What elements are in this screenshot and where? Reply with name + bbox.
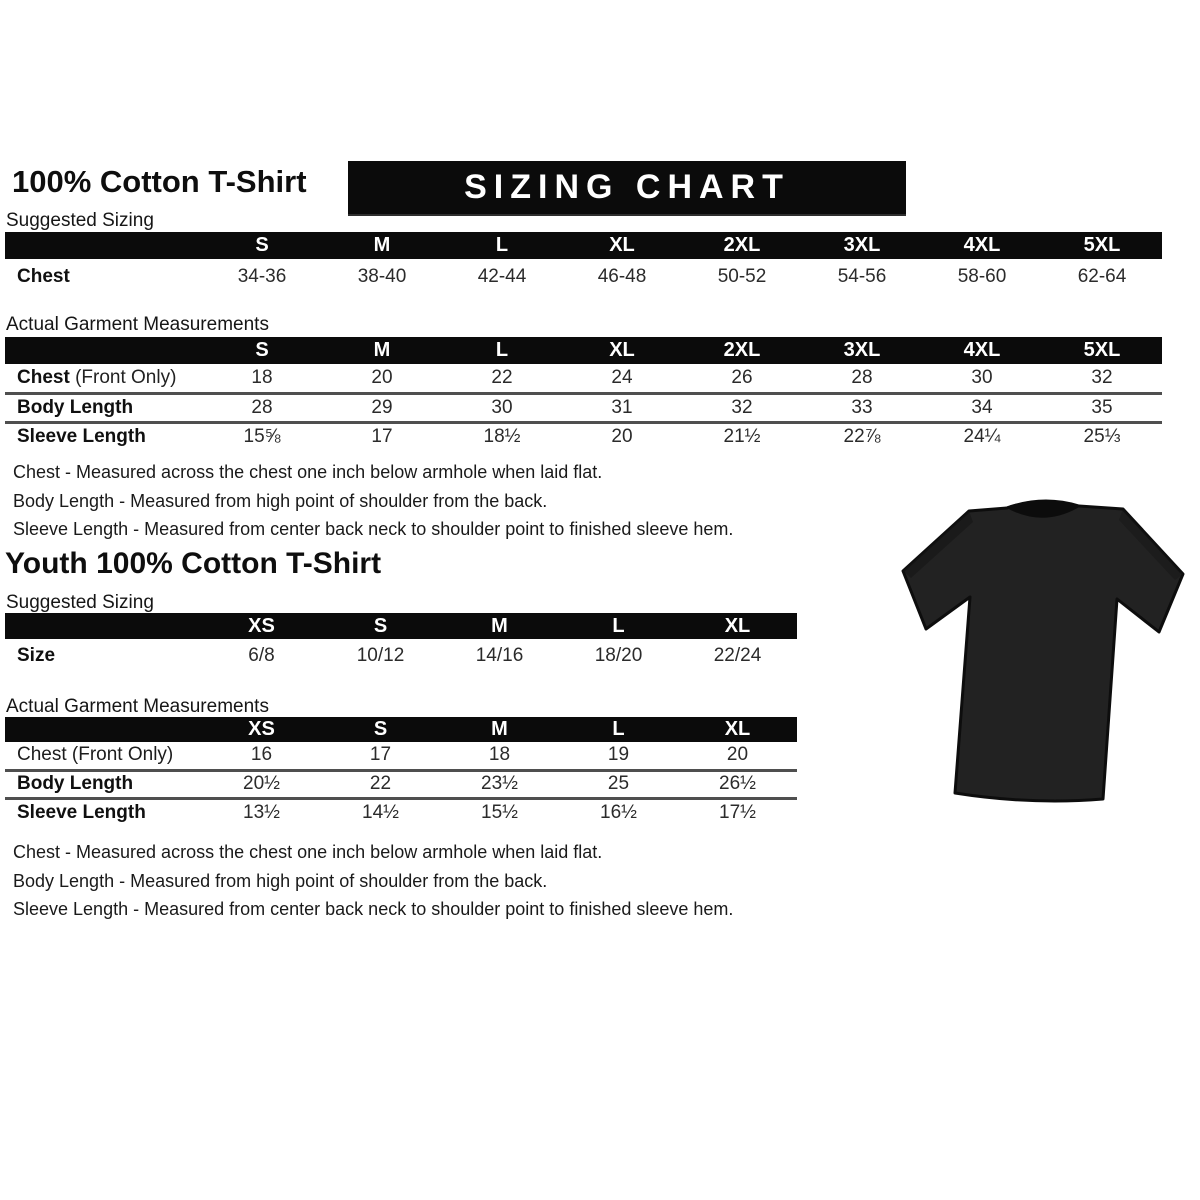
cell: 34	[971, 396, 993, 418]
row-label-main: Chest	[17, 366, 70, 388]
cell: 15½	[481, 801, 518, 823]
cell: 25	[607, 773, 630, 794]
cell: 54-56	[837, 266, 887, 287]
cell: 29	[371, 396, 393, 418]
cell: 18	[488, 744, 511, 766]
column-header: XS	[202, 717, 321, 742]
cell: 24¼	[963, 426, 1001, 448]
cell: 22⅞	[843, 426, 881, 448]
column-header: M	[440, 717, 559, 742]
column-header: M	[322, 232, 442, 259]
column-header: L	[442, 232, 562, 259]
cell: 62-64	[1077, 266, 1127, 287]
row-label: Sleeve Length	[17, 801, 146, 823]
youth-suggested-sizing-table	[5, 613, 797, 672]
cell: 18	[251, 366, 273, 388]
adult-measurements-label: Actual Garment Measurements	[6, 314, 269, 335]
empty-header-cell	[5, 337, 202, 364]
cell: 50-52	[717, 266, 767, 287]
header-row	[5, 717, 797, 742]
column-header: L	[442, 337, 562, 364]
black-tshirt-image	[891, 482, 1195, 806]
table-row-chest	[5, 259, 1162, 295]
cell: 38-40	[357, 266, 407, 287]
cell: 32	[1091, 366, 1113, 388]
cell: 10/12	[356, 644, 405, 666]
adult-suggested-sizing-table	[5, 232, 1162, 295]
column-header: XL	[562, 232, 682, 259]
cell: 16	[250, 744, 273, 766]
table-row-chest	[5, 742, 797, 770]
column-header: 3XL	[802, 337, 922, 364]
cell: 58-60	[957, 266, 1007, 287]
cell: 28	[251, 396, 273, 418]
row-label: Body Length	[17, 396, 134, 418]
table-row-sleeve-length	[5, 798, 797, 826]
note-chest: Chest - Measured across the chest one inch below armhole when laid flat.	[13, 462, 603, 482]
note-body-length: Body Length - Measured from high point of shoulder from the back.	[13, 870, 548, 891]
table-row-chest	[5, 364, 1162, 393]
column-header: 2XL	[682, 337, 802, 364]
cell: 15⅝	[243, 426, 281, 448]
cell: 30	[971, 366, 993, 388]
cell: 17½	[719, 801, 756, 823]
column-header: XL	[678, 717, 797, 742]
row-label: Body Length	[17, 773, 134, 794]
cell: 34-36	[237, 266, 287, 287]
cell: 18/20	[594, 644, 643, 666]
column-header: 5XL	[1042, 232, 1162, 259]
cell: 20	[726, 744, 749, 766]
row-label: Sleeve Length	[17, 426, 146, 448]
column-header: XS	[202, 613, 321, 639]
table-row-body-length	[5, 393, 1162, 422]
cell: 20½	[243, 773, 280, 794]
cell: 22	[369, 773, 392, 794]
column-header: S	[321, 717, 440, 742]
column-header: S	[202, 337, 322, 364]
row-label: Chest (Front Only)	[17, 744, 174, 766]
column-header: XL	[562, 337, 682, 364]
empty-header-cell	[5, 717, 202, 742]
column-header: 4XL	[922, 232, 1042, 259]
cell: 23½	[481, 773, 518, 794]
cell: 28	[851, 366, 873, 388]
note-chest: Chest - Measured across the chest one inch below armhole when laid flat.	[13, 842, 603, 862]
column-header: L	[559, 717, 678, 742]
table-row-body-length	[5, 770, 797, 798]
youth-measurements-label: Actual Garment Measurements	[6, 696, 269, 717]
youth-measurement-notes	[13, 838, 733, 924]
cell: 20	[611, 426, 633, 448]
note-sleeve-length: Sleeve Length - Measured from center back neck to shoulder point to finished sleeve hem.	[13, 519, 734, 539]
youth-page-title: Youth 100% Cotton T-Shirt	[5, 547, 382, 580]
table-row-sleeve-length	[5, 422, 1162, 451]
cell: 14½	[362, 801, 399, 823]
column-header: 3XL	[802, 232, 922, 259]
row-label	[5, 364, 202, 393]
cell: 24	[611, 366, 633, 388]
header-row	[5, 613, 797, 639]
adult-suggested-sizing-label: Suggested Sizing	[6, 210, 154, 231]
cell: 33	[851, 396, 873, 418]
cell: 26	[731, 366, 753, 388]
cell: 17	[369, 744, 392, 766]
column-header: XL	[678, 613, 797, 639]
cell: 42-44	[477, 266, 527, 287]
header-row	[5, 337, 1162, 364]
note-body-length: Body Length - Measured from high point of shoulder from the back.	[13, 490, 548, 511]
cell: 16½	[600, 801, 637, 823]
column-header: S	[202, 232, 322, 259]
column-header: M	[322, 337, 442, 364]
cell: 30	[491, 396, 513, 418]
youth-measurements-table	[5, 717, 797, 826]
row-label-note: (Front Only)	[69, 366, 177, 388]
adult-measurements-table	[5, 337, 1162, 451]
column-header: 4XL	[922, 337, 1042, 364]
column-header: S	[321, 613, 440, 639]
cell: 17	[371, 426, 393, 448]
sizing-chart-banner: SIZING CHART	[348, 161, 906, 216]
column-header: 2XL	[682, 232, 802, 259]
cell: 22	[491, 366, 513, 388]
column-header: 5XL	[1042, 337, 1162, 364]
cell: 26½	[719, 773, 756, 794]
youth-suggested-sizing-label: Suggested Sizing	[6, 592, 154, 613]
cell: 20	[371, 366, 393, 388]
cell: 32	[731, 396, 753, 418]
cell: 14/16	[475, 644, 524, 666]
header-row	[5, 232, 1162, 259]
column-header: L	[559, 613, 678, 639]
adult-measurement-notes	[13, 458, 733, 544]
empty-header-cell	[5, 613, 202, 639]
cell: 6/8	[248, 644, 275, 666]
row-label: Size	[17, 644, 56, 666]
cell: 13½	[243, 801, 280, 823]
cell: 31	[611, 396, 633, 418]
row-label: Chest	[17, 266, 70, 287]
table-row-size	[5, 639, 797, 672]
cell: 46-48	[597, 266, 647, 287]
cell: 35	[1091, 396, 1113, 418]
cell: 21½	[723, 426, 761, 448]
note-sleeve-length: Sleeve Length - Measured from center back neck to shoulder point to finished sleeve hem.	[13, 899, 734, 919]
page-title: 100% Cotton T-Shirt	[12, 164, 307, 199]
cell: 25⅓	[1083, 426, 1121, 448]
empty-header-cell	[5, 232, 202, 259]
cell: 19	[607, 744, 630, 766]
cell: 22/24	[713, 644, 762, 666]
cell: 18½	[483, 426, 521, 448]
column-header: M	[440, 613, 559, 639]
